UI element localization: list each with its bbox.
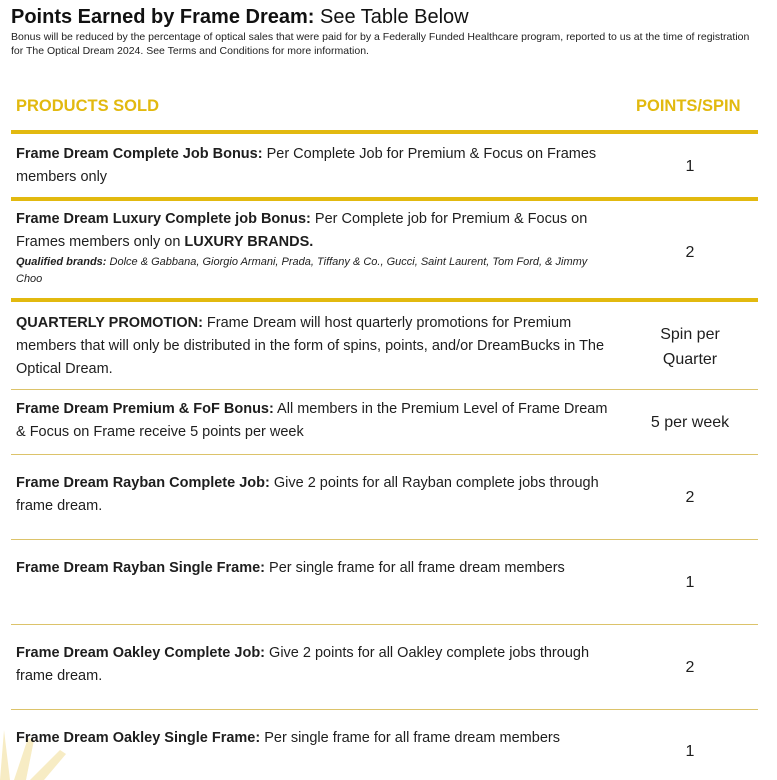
row-product-desc: Frame Dream will host quarterly promotions for Premium members that will only be distributed in the form of spins, points, and/or DreamBucks in The Optical Dream. (16, 315, 605, 377)
row-product-desc: Per Complete Job for Premium & Focus on Frames members only (16, 146, 597, 185)
table-row-product (16, 557, 616, 580)
row-points: 2 (685, 244, 695, 261)
row-points: 2 (685, 489, 695, 506)
row-product-desc: Give 2 points for all Oakley complete jobs through frame dream. (16, 645, 590, 684)
row-product-name: Frame Dream Rayban Single Frame: (16, 560, 266, 576)
table-rule (11, 298, 758, 302)
row-product-name: Frame Dream Oakley Single Frame: (16, 730, 261, 746)
table-rule (11, 197, 758, 201)
table-rule (11, 454, 758, 455)
row-product-name: Frame Dream Complete Job Bonus: (16, 146, 263, 162)
row-points: 5 per week (650, 414, 730, 431)
table-row-product (16, 312, 616, 381)
row-product-name: Frame Dream Premium & FoF Bonus: (16, 401, 274, 417)
row-product-name: QUARTERLY PROMOTION: (16, 315, 203, 331)
page-title-bold: Points Earned by Frame Dream: (11, 6, 315, 28)
column-header-points: POINTS/SPIN (636, 97, 741, 115)
row-product-name: Frame Dream Luxury Complete job Bonus: (16, 211, 311, 227)
row-points: 1 (685, 574, 695, 591)
row-product-desc: Per single frame for all frame dream members (265, 560, 565, 576)
qualified-brands-list: Dolce & Gabbana, Giorgio Armani, Prada, Tiffany & Co., Gucci, Saint Laurent, Tom Ford, & Jimmy Choo (16, 256, 588, 285)
page-title (11, 6, 469, 29)
row-product-name: Frame Dream Rayban Complete Job: (16, 475, 270, 491)
row-product-desc: Give 2 points for all Rayban complete jobs through frame dream. (16, 475, 599, 514)
qualified-brands (16, 254, 616, 288)
column-header-products: PRODUCTS SOLD (16, 97, 160, 115)
bonus-disclaimer: Bonus will be reduced by the percentage of optical sales that were paid for by a Federally Funded Healthcare program, reported to us at the time of registration for The Optical Dream 2024. See Terms and Conditions for more information. (11, 31, 750, 57)
table-row-product (16, 642, 616, 688)
row-product-desc: Per single frame for all frame dream members (260, 730, 560, 746)
row-points: 1 (685, 158, 695, 175)
table-rule (11, 539, 758, 540)
table-row-product (16, 472, 616, 518)
row-points: 1 (685, 743, 695, 760)
row-points-line2: Quarter (662, 351, 718, 368)
row-product-name: Frame Dream Oakley Complete Job: (16, 645, 266, 661)
row-points-line1: Spin per (660, 326, 720, 343)
qualified-brands-label: Qualified brands: (16, 256, 107, 268)
table-rule (11, 389, 758, 390)
table-rule (11, 130, 758, 134)
row-product-desc: Per Complete job for Premium & Focus on Frames members only on (16, 211, 588, 250)
row-points (628, 322, 752, 372)
page-title-rest: See Table Below (320, 6, 469, 28)
row-product-desc-bold: LUXURY BRANDS. (184, 234, 314, 250)
table-row-product (16, 208, 616, 288)
row-points: 2 (685, 659, 695, 676)
row-product-desc: All members in the Premium Level of Frame Dream & Focus on Frame receive 5 points per week (16, 401, 608, 440)
table-row-product (16, 398, 616, 444)
table-row-product (16, 727, 616, 750)
table-rule (11, 709, 758, 710)
table-row-product (16, 143, 616, 189)
table-rule (11, 624, 758, 625)
